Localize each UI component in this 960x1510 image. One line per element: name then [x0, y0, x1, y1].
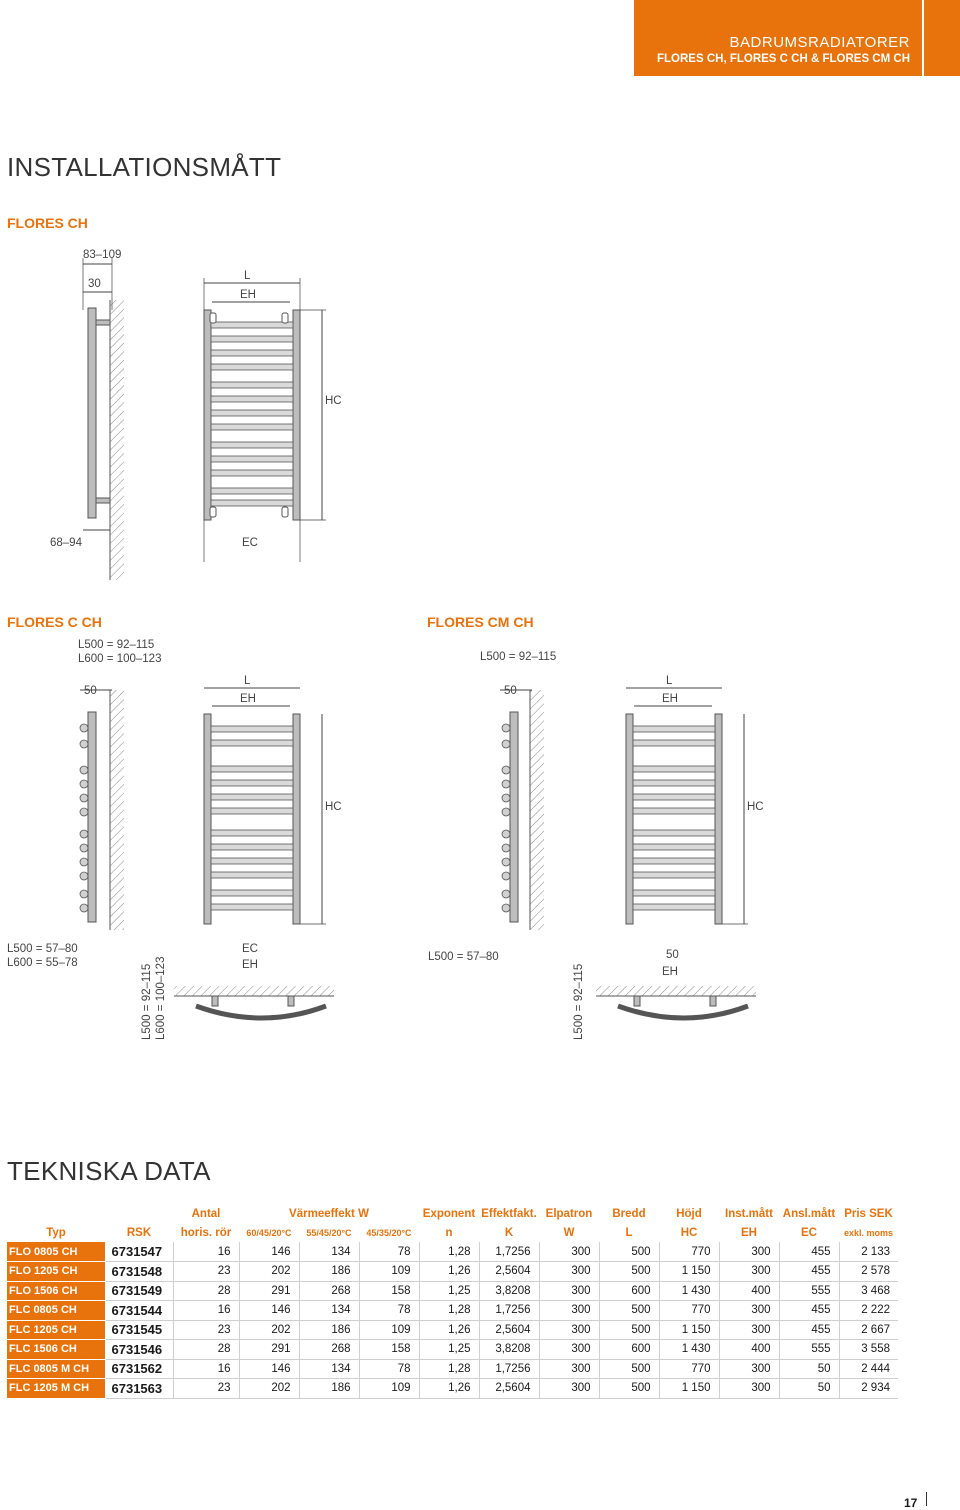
table-cell: 300	[539, 1281, 599, 1301]
table-cell: 300	[539, 1320, 599, 1340]
table-cell: 1,25	[419, 1281, 479, 1301]
table-cell: 3 468	[839, 1281, 898, 1301]
table-cell: 1,26	[419, 1262, 479, 1282]
table-cell: 770	[659, 1359, 719, 1379]
th-exkl-moms: exkl. moms	[843, 1227, 894, 1238]
table-cell: 186	[299, 1262, 359, 1282]
table-cell: 1,28	[419, 1242, 479, 1262]
flores-cm-ch-title: FLORES CM CH	[427, 614, 534, 630]
table-row	[7, 1340, 898, 1360]
flores-cm-ch-dim-L: L	[666, 675, 673, 687]
flores-cm-ch-dim-l500: L500 = 92–115	[480, 651, 557, 663]
table-cell: 109	[359, 1379, 419, 1399]
flores-cm-ch-dim-50: 50	[504, 685, 517, 697]
cell-rsk: 6731548	[105, 1262, 173, 1282]
flores-ch-dim-L: L	[244, 270, 251, 282]
th-horis: horis. rör	[180, 1226, 232, 1239]
cell-rsk: 6731544	[105, 1301, 173, 1321]
table-cell: 600	[599, 1340, 659, 1360]
table-header-row-1	[7, 1204, 898, 1223]
flores-cm-ch-dim-HC: HC	[747, 801, 764, 813]
table-cell: 300	[719, 1242, 779, 1262]
table-cell: 500	[599, 1320, 659, 1340]
th-eh: EH	[741, 1226, 757, 1239]
flores-c-ch-dim-EH: EH	[240, 693, 256, 705]
table-header-row-2	[7, 1223, 898, 1242]
th-k: K	[504, 1226, 514, 1239]
th-varmeeffekt: Värmeeffekt W	[289, 1207, 369, 1220]
table-cell: 186	[299, 1320, 359, 1340]
table-cell: 300	[539, 1242, 599, 1262]
table-cell: 300	[539, 1340, 599, 1360]
table-cell: 78	[359, 1301, 419, 1321]
flores-ch-dim-HC: HC	[325, 395, 342, 407]
table-cell: 3,8208	[479, 1340, 539, 1360]
page-number-divider	[926, 1492, 927, 1506]
tech-title: TEKNISKA DATA	[7, 1156, 211, 1186]
table-row	[7, 1320, 898, 1340]
table-cell: 23	[173, 1379, 239, 1399]
table-cell: 400	[719, 1340, 779, 1360]
installation-title: INSTALLATIONSMÅTT	[7, 152, 282, 182]
table-cell: 300	[719, 1301, 779, 1321]
table-cell: 16	[173, 1301, 239, 1321]
flores-c-ch-dim-l600: L600 = 100–123	[78, 653, 162, 665]
table-cell: 300	[719, 1359, 779, 1379]
table-cell: 28	[173, 1281, 239, 1301]
flores-c-ch-dim-HC: HC	[325, 801, 342, 813]
table-row	[7, 1242, 898, 1262]
flores-c-ch-title: FLORES C CH	[7, 614, 102, 630]
table-cell: 300	[719, 1379, 779, 1399]
table-cell: 2 667	[839, 1320, 898, 1340]
table-cell: 770	[659, 1301, 719, 1321]
table-cell: 1 150	[659, 1262, 719, 1282]
header-category: BADRUMSRADIATORER	[729, 34, 910, 51]
flores-c-ch-dim-l500: L500 = 92–115	[78, 639, 155, 651]
table-cell: 500	[599, 1379, 659, 1399]
table-cell: 1,26	[419, 1320, 479, 1340]
table-cell: 16	[173, 1359, 239, 1379]
flores-cm-ch-dim-50b: 50	[666, 949, 679, 961]
cell-typ: FLO 1205 CH	[7, 1262, 105, 1282]
table-cell: 28	[173, 1340, 239, 1360]
flores-cm-ch-dim-EH2: EH	[662, 966, 678, 978]
cell-typ: FLC 1506 CH	[7, 1340, 105, 1360]
table-cell: 134	[299, 1242, 359, 1262]
table-cell: 291	[239, 1281, 299, 1301]
table-cell: 555	[779, 1340, 839, 1360]
table-cell: 158	[359, 1281, 419, 1301]
header-models: FLORES CH, FLORES C CH & FLORES CM CH	[657, 53, 910, 65]
th-effektfakt: Effektfakt.	[481, 1207, 537, 1220]
table-cell: 146	[239, 1359, 299, 1379]
table-cell: 23	[173, 1320, 239, 1340]
cell-rsk: 6731545	[105, 1320, 173, 1340]
table-cell: 1,26	[419, 1379, 479, 1399]
table-cell: 300	[539, 1262, 599, 1282]
table-cell: 500	[599, 1262, 659, 1282]
table-cell: 78	[359, 1242, 419, 1262]
table-cell: 1 430	[659, 1281, 719, 1301]
table-cell: 1,7256	[479, 1359, 539, 1379]
table-row	[7, 1301, 898, 1321]
flores-cm-ch-dim-rot: L500 = 92–115	[573, 963, 585, 1040]
table-row	[7, 1379, 898, 1399]
table-cell: 455	[779, 1242, 839, 1262]
cell-typ: FLO 0805 CH	[7, 1242, 105, 1262]
table-cell: 2 934	[839, 1379, 898, 1399]
table-cell: 500	[599, 1301, 659, 1321]
flores-ch-diagram	[83, 258, 326, 580]
table-cell: 291	[239, 1340, 299, 1360]
table-cell: 455	[779, 1320, 839, 1340]
flores-cm-ch-diagram	[500, 688, 756, 1018]
th-w: W	[563, 1226, 575, 1239]
table-cell: 50	[779, 1379, 839, 1399]
flores-c-ch-dim-50: 50	[84, 685, 97, 697]
table-cell: 2 133	[839, 1242, 898, 1262]
table-cell: 1,28	[419, 1301, 479, 1321]
cell-rsk: 6731547	[105, 1242, 173, 1262]
table-cell: 770	[659, 1242, 719, 1262]
flores-c-ch-dim-L: L	[244, 675, 251, 687]
cell-typ: FLO 1506 CH	[7, 1281, 105, 1301]
page-number: 17	[904, 1496, 918, 1510]
th-hojd: Höjd	[676, 1207, 702, 1220]
table-cell: 186	[299, 1379, 359, 1399]
flores-ch-title: FLORES CH	[7, 215, 88, 231]
flores-c-ch-dim-EC: EC	[242, 943, 258, 955]
table-cell: 202	[239, 1320, 299, 1340]
th-antal: Antal	[191, 1207, 221, 1220]
flores-ch-dim-30: 30	[88, 278, 101, 290]
table-cell: 109	[359, 1262, 419, 1282]
flores-cm-ch-dim-EH: EH	[662, 693, 678, 705]
tech-table	[7, 1204, 898, 1399]
table-cell: 1 150	[659, 1320, 719, 1340]
flores-ch-dim-bottom: 68–94	[50, 537, 82, 549]
table-cell: 2 222	[839, 1301, 898, 1321]
th-bredd: Bredd	[612, 1207, 646, 1220]
cell-typ: FLC 1205 M CH	[7, 1379, 105, 1399]
cell-rsk: 6731562	[105, 1359, 173, 1379]
table-row	[7, 1262, 898, 1282]
th-n: n	[445, 1226, 453, 1239]
table-cell: 78	[359, 1359, 419, 1379]
table-cell: 300	[719, 1262, 779, 1282]
table-cell: 23	[173, 1262, 239, 1282]
flores-cm-ch-dim-bottom: L500 = 57–80	[428, 951, 499, 963]
th-temp-55: 55/45/20°C	[306, 1227, 352, 1238]
flores-c-ch-diagram	[80, 688, 334, 1018]
table-cell: 1 150	[659, 1379, 719, 1399]
cell-typ: FLC 0805 M CH	[7, 1359, 105, 1379]
table-cell: 109	[359, 1320, 419, 1340]
table-cell: 455	[779, 1301, 839, 1321]
table-cell: 500	[599, 1359, 659, 1379]
table-cell: 134	[299, 1301, 359, 1321]
table-cell: 555	[779, 1281, 839, 1301]
table-cell: 3 558	[839, 1340, 898, 1360]
flores-c-ch-dim-rot2: L600 = 100–123	[155, 956, 167, 1040]
th-temp-60: 60/45/20°C	[246, 1227, 292, 1238]
flores-ch-dim-EC: EC	[242, 537, 258, 549]
th-l: L	[625, 1226, 633, 1239]
table-cell: 202	[239, 1262, 299, 1282]
flores-c-ch-dim-EH2: EH	[242, 959, 258, 971]
flores-c-ch-dim-rot1: L500 = 92–115	[141, 963, 153, 1040]
cell-rsk: 6731546	[105, 1340, 173, 1360]
table-cell: 2 444	[839, 1359, 898, 1379]
table-cell: 146	[239, 1242, 299, 1262]
table-cell: 3,8208	[479, 1281, 539, 1301]
th-anslmatt: Ansl.mått	[782, 1207, 836, 1220]
th-ec: EC	[801, 1226, 817, 1239]
table-cell: 1,7256	[479, 1242, 539, 1262]
table-cell: 300	[539, 1301, 599, 1321]
table-cell: 1 430	[659, 1340, 719, 1360]
table-cell: 300	[719, 1320, 779, 1340]
table-cell: 146	[239, 1301, 299, 1321]
table-cell: 1,28	[419, 1359, 479, 1379]
table-cell: 400	[719, 1281, 779, 1301]
th-typ: Typ	[46, 1226, 66, 1239]
table-cell: 1,7256	[479, 1301, 539, 1321]
th-hc: HC	[680, 1226, 698, 1239]
table-cell: 455	[779, 1262, 839, 1282]
flores-ch-dim-top: 83–109	[83, 249, 122, 261]
table-cell: 2,5604	[479, 1379, 539, 1399]
table-row	[7, 1281, 898, 1301]
table-cell: 2 578	[839, 1262, 898, 1282]
table-cell: 600	[599, 1281, 659, 1301]
cell-typ: FLC 1205 CH	[7, 1320, 105, 1340]
table-cell: 134	[299, 1359, 359, 1379]
table-cell: 202	[239, 1379, 299, 1399]
cell-typ: FLC 0805 CH	[7, 1301, 105, 1321]
table-cell: 158	[359, 1340, 419, 1360]
th-instmatt: Inst.mått	[725, 1207, 773, 1220]
table-cell: 16	[173, 1242, 239, 1262]
table-cell: 2,5604	[479, 1262, 539, 1282]
table-cell: 300	[539, 1379, 599, 1399]
flores-c-ch-dim-bottom2: L600 = 55–78	[7, 957, 78, 969]
table-row	[7, 1359, 898, 1379]
table-cell: 50	[779, 1359, 839, 1379]
cell-rsk: 6731563	[105, 1379, 173, 1399]
flores-ch-dim-EH: EH	[240, 289, 256, 301]
th-temp-45: 45/35/20°C	[366, 1227, 412, 1238]
table-cell: 500	[599, 1242, 659, 1262]
table-cell: 1,25	[419, 1340, 479, 1360]
cell-rsk: 6731549	[105, 1281, 173, 1301]
th-elpatron: Elpatron	[545, 1207, 593, 1220]
flores-c-ch-dim-bottom1: L500 = 57–80	[7, 943, 78, 955]
table-cell: 2,5604	[479, 1320, 539, 1340]
table-body	[7, 1242, 898, 1398]
table-cell: 300	[539, 1359, 599, 1379]
table-cell: 268	[299, 1340, 359, 1360]
th-exponent: Exponent	[422, 1207, 476, 1220]
table-cell: 268	[299, 1281, 359, 1301]
th-pris: Pris SEK	[844, 1207, 893, 1220]
th-rsk: RSK	[126, 1226, 152, 1239]
